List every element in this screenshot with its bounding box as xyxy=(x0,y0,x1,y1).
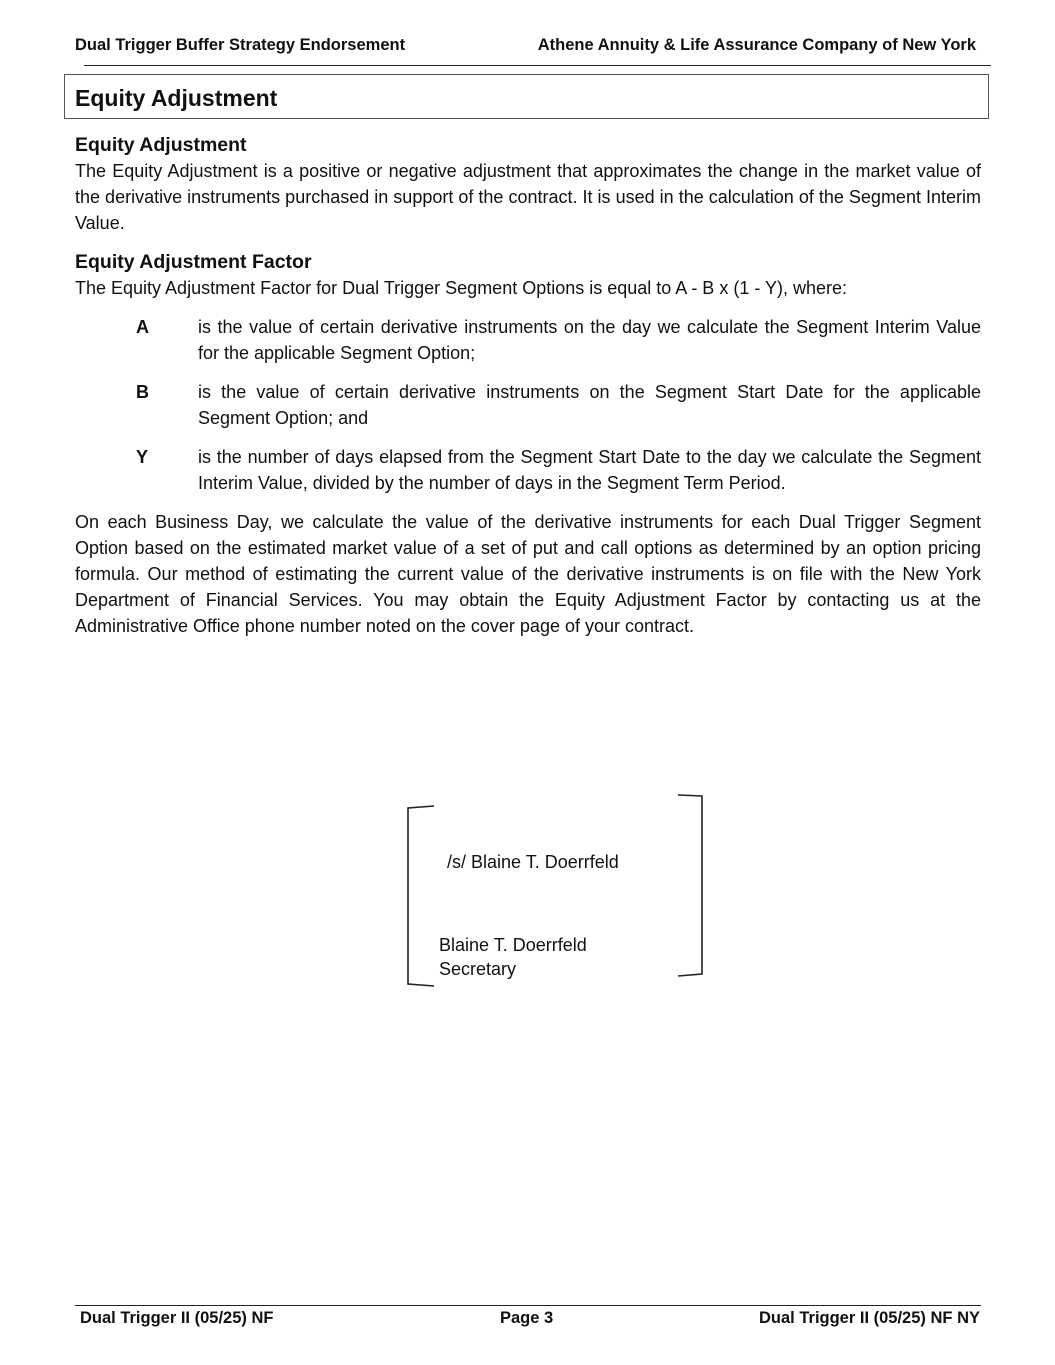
left-bracket xyxy=(408,806,434,986)
definition-text: is the number of days elapsed from the Segment Start Date to the day we calculate the Segment Interim Value, divided by the number of days in the Segment Term Period. xyxy=(198,447,981,493)
equity-adjustment-factor-heading: Equity Adjustment Factor xyxy=(75,251,312,273)
definition-term: A xyxy=(136,317,149,337)
section-title-box xyxy=(64,74,989,119)
footer-divider xyxy=(75,1305,981,1306)
conformed-signature: /s/ Blaine T. Doerrfeld xyxy=(447,852,619,872)
footer-form-number-ny: Dual Trigger II (05/25) NF NY xyxy=(759,1309,980,1327)
definition-item xyxy=(136,379,981,431)
definition-term: Y xyxy=(136,447,149,467)
definition-text: is the value of certain derivative instruments on the Segment Start Date for the applicable Segment Option; and xyxy=(198,382,981,428)
equity-adjustment-factor-intro: The Equity Adjustment Factor for Dual Trigger Segment Options is equal to A - B x (1 - Y), where: xyxy=(75,278,848,298)
equity-adjustment-paragraph: The Equity Adjustment is a positive or negative adjustment that approximates the change in the market value of the derivative instruments purchased in support of the contract. It is used in the calculation of the Segment Interim Value. xyxy=(75,161,981,233)
header-endorsement-title: Dual Trigger Buffer Strategy Endorsement xyxy=(75,36,406,54)
definition-item xyxy=(136,314,981,366)
equity-adjustment-closing-paragraph: On each Business Day, we calculate the value of the derivative instruments for each Dual Trigger Segment Option based on the estimated market value of a set of put and call options as determined by an option pricing formula. Our method of estimating the current value of the derivative instruments is on file with the New York Department of Financial Services. You may obtain the Equity Adjustment Factor by contacting us at the Administrative Office phone number noted on the cover page of your contract. xyxy=(75,512,981,636)
header-divider xyxy=(84,65,991,66)
header-company-name: Athene Annuity & Life Assurance Company of New York xyxy=(537,36,976,54)
document-body xyxy=(75,132,981,639)
right-bracket xyxy=(678,795,702,976)
section-title: Equity Adjustment xyxy=(75,85,278,111)
definition-item xyxy=(136,444,981,496)
footer-page-number: Page 3 xyxy=(500,1309,554,1327)
signatory-name: Blaine T. Doerrfeld xyxy=(439,935,587,955)
footer-form-number: Dual Trigger II (05/25) NF xyxy=(80,1309,274,1327)
equity-adjustment-heading: Equity Adjustment xyxy=(75,134,247,156)
signature-block xyxy=(406,794,704,990)
definition-text: is the value of certain derivative instruments on the day we calculate the Segment Interim Value for the applicable Segment Option; xyxy=(198,317,981,363)
definition-term: B xyxy=(136,382,149,402)
signatory-title: Secretary xyxy=(439,959,517,979)
